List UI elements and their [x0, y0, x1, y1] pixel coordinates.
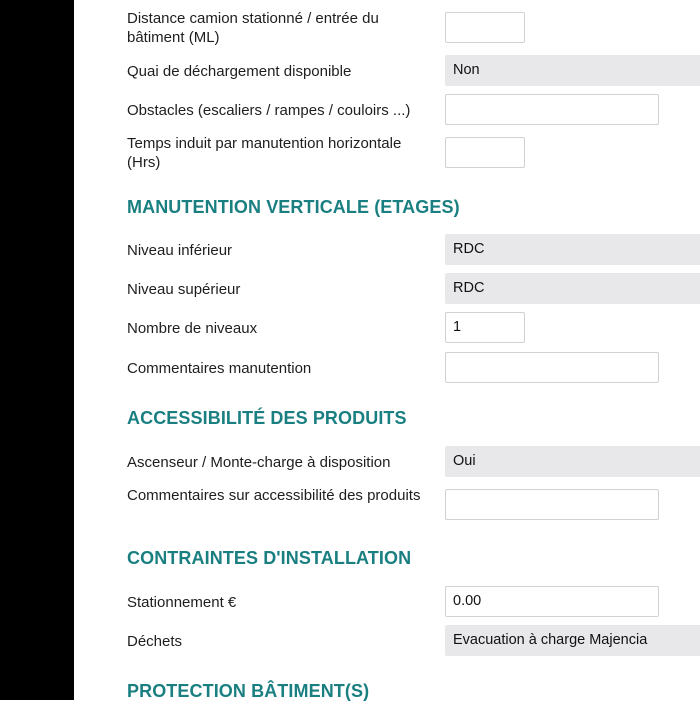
dechets-label: Déchets	[127, 633, 183, 650]
stationnement-label: Stationnement €	[127, 594, 237, 611]
niveau-inferieur-select[interactable]: RDC	[445, 234, 700, 265]
section-title-manutention-verticale: MANUTENTION VERTICALE (ETAGES)	[127, 197, 460, 217]
commentaires-manutention-label: Commentaires manutention	[127, 360, 312, 377]
nombre-niveaux-label: Nombre de niveaux	[127, 320, 258, 337]
obstacles-label: Obstacles (escaliers / rampes / couloirs ...)	[127, 102, 411, 119]
distance-input[interactable]	[445, 12, 525, 43]
section-title-contraintes: CONTRAINTES D'INSTALLATION	[127, 548, 412, 568]
temps-label: Temps induit par manutention horizontale (Hrs)	[127, 135, 402, 171]
section-title-accessibilite: ACCESSIBILITÉ DES PRODUITS	[127, 408, 407, 428]
obstacles-input[interactable]	[445, 94, 659, 125]
left-dark-panel	[0, 0, 74, 700]
commentaires-accessibilite-label: Commentaires sur accessibilité des produits	[127, 487, 421, 504]
niveau-inferieur-label: Niveau inférieur	[127, 242, 233, 259]
ascenseur-select[interactable]: Oui	[445, 446, 700, 477]
commentaires-manutention-input[interactable]	[445, 352, 659, 383]
temps-input[interactable]	[445, 137, 525, 168]
ascenseur-label: Ascenseur / Monte-charge à disposition	[127, 454, 391, 471]
commentaires-accessibilite-input[interactable]	[445, 489, 659, 520]
niveau-superieur-label: Niveau supérieur	[127, 281, 241, 298]
section-title-protection: PROTECTION BÂTIMENT(S)	[127, 681, 370, 701]
quai-select[interactable]: Non	[445, 55, 700, 86]
distance-label: Distance camion stationné / entrée du bâtiment (ML)	[127, 10, 379, 46]
logistics-form	[74, 0, 700, 700]
dechets-select[interactable]: Evacuation à charge Majencia	[445, 625, 700, 656]
niveau-superieur-select[interactable]: RDC	[445, 273, 700, 304]
nombre-niveaux-input[interactable]: 1	[445, 312, 525, 343]
stationnement-input[interactable]: 0.00	[445, 586, 659, 617]
quai-label: Quai de déchargement disponible	[127, 63, 352, 80]
